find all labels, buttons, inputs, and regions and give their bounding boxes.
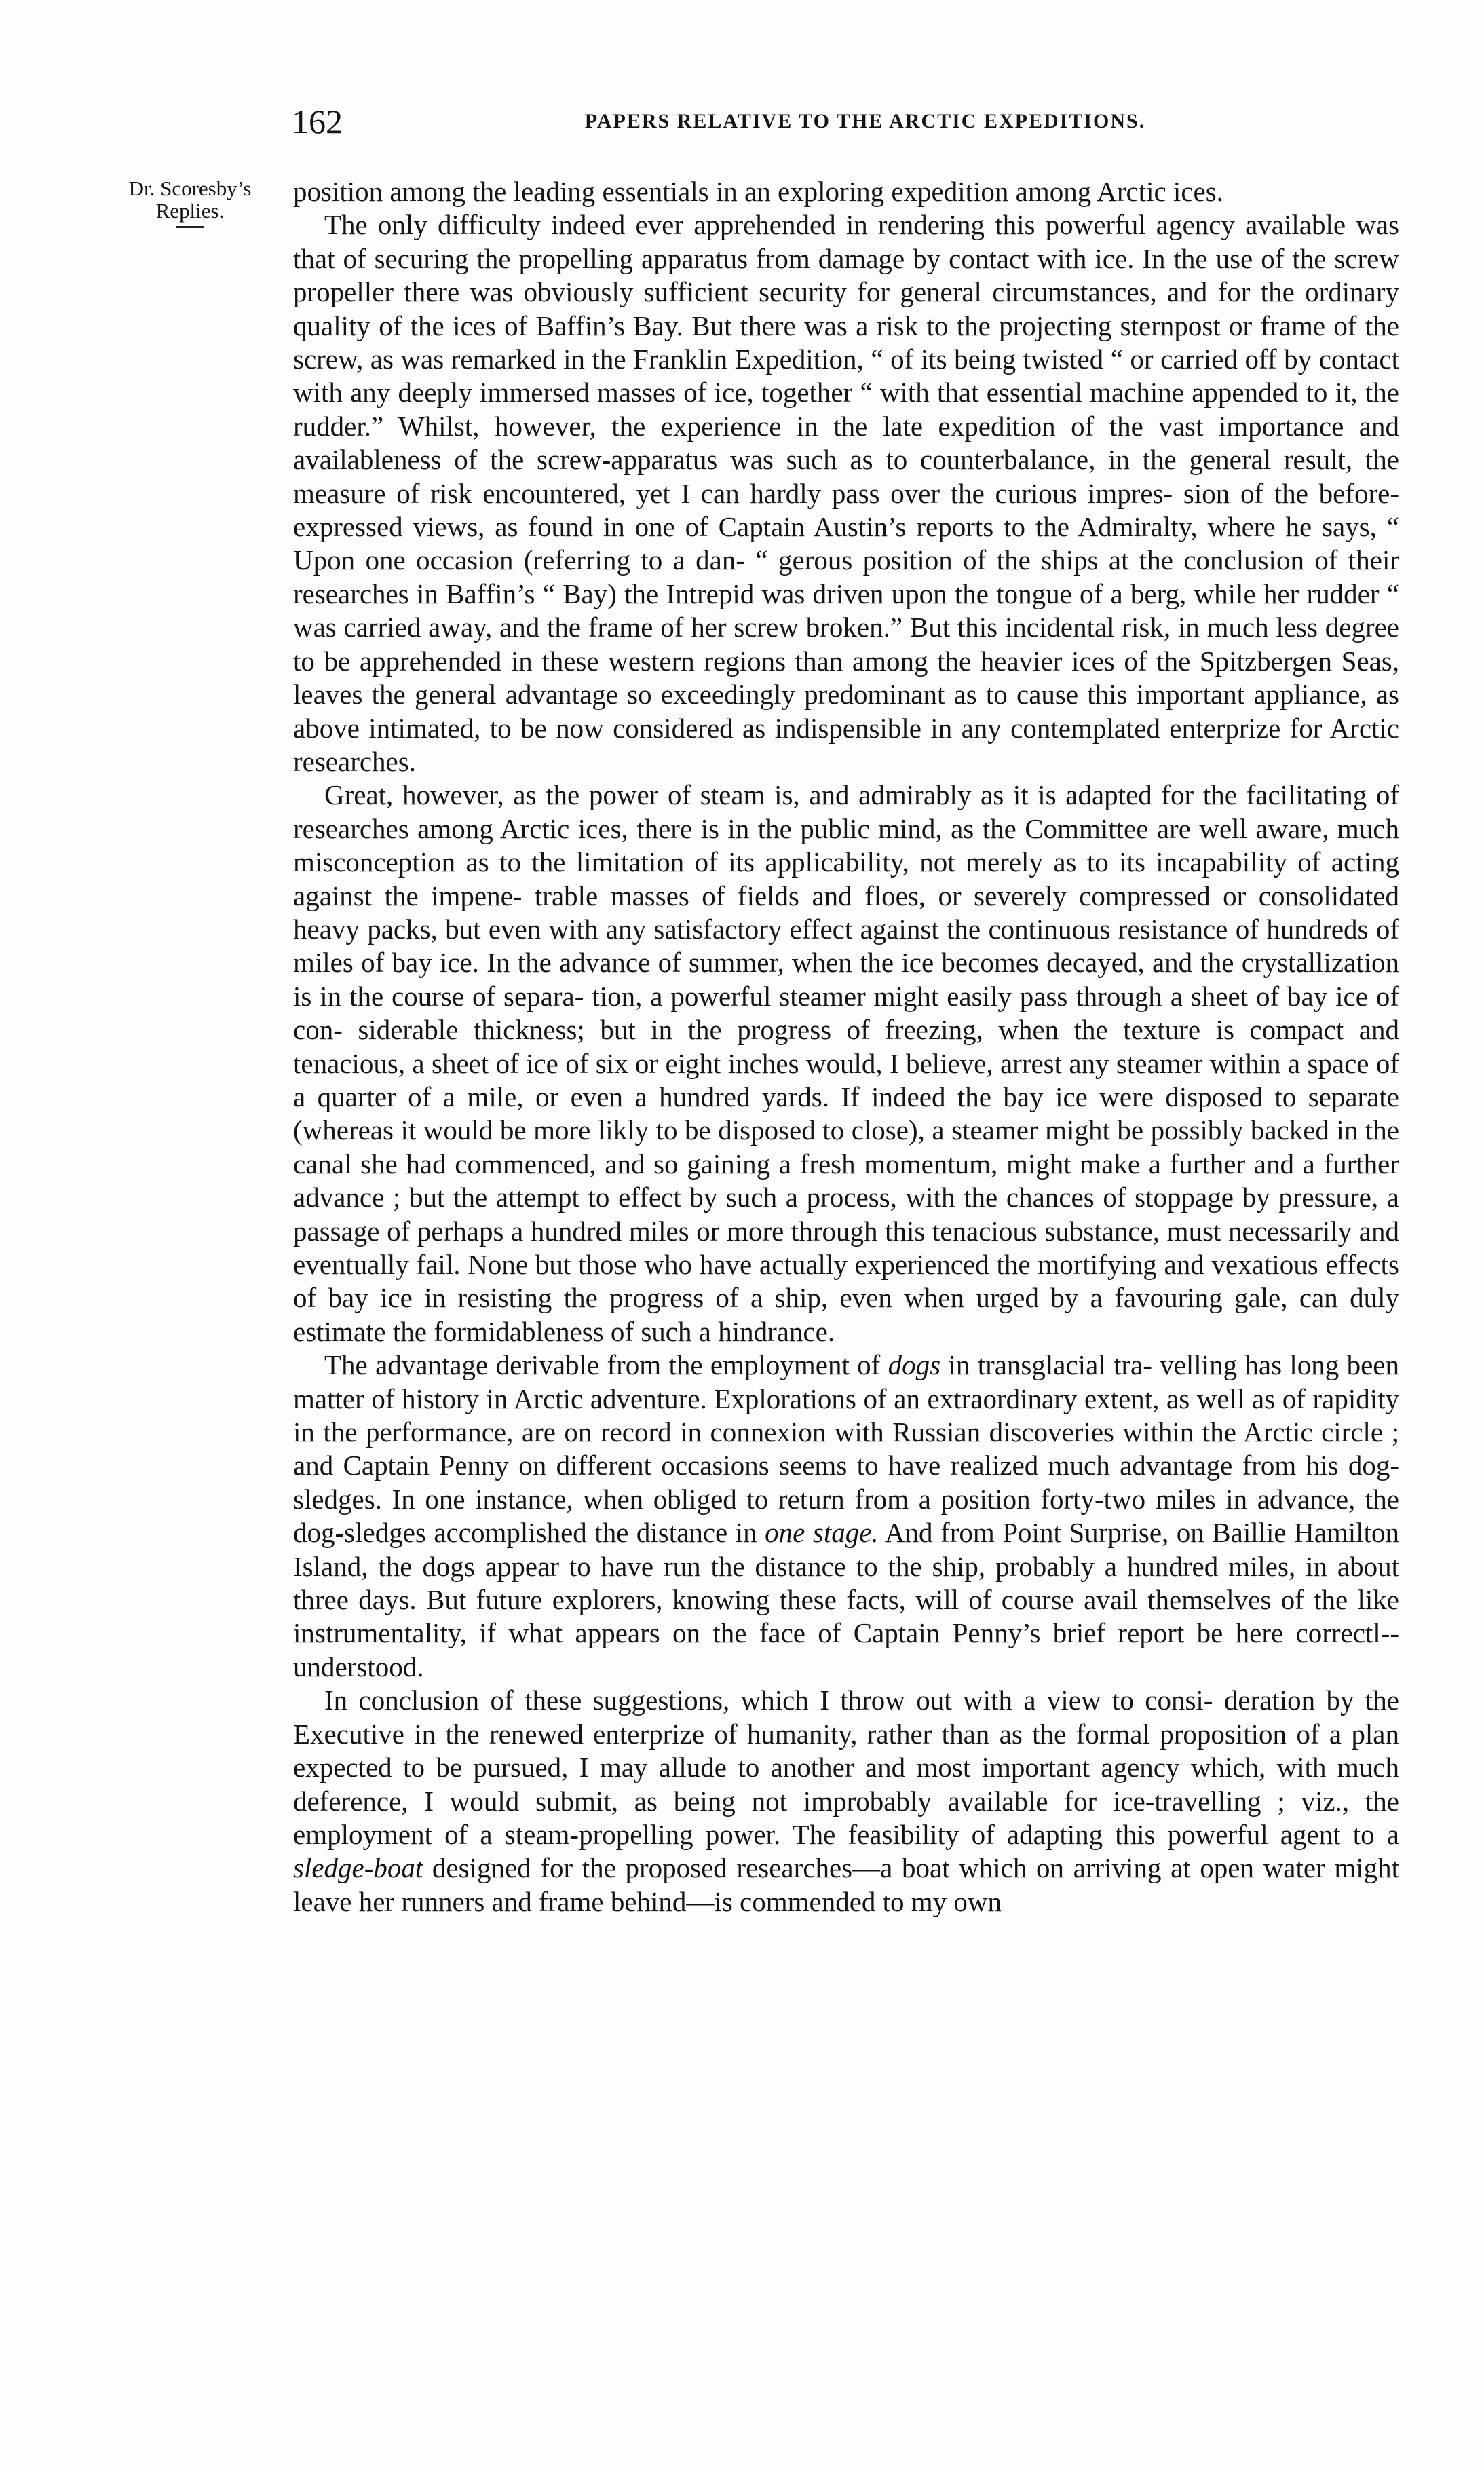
running-title: PAPERS RELATIVE TO THE ARCTIC EXPEDITIONS. xyxy=(584,110,1146,132)
marginal-note xyxy=(102,178,278,228)
paragraph-text: The advantage derivable from the employment of xyxy=(324,1349,888,1381)
page-number: 162 xyxy=(292,102,343,140)
marginal-note-dash xyxy=(176,226,204,228)
paragraph-text: designed for the proposed researches—a boat which on arriving at open water might leave her runners and frame behind—is commended to my own xyxy=(293,1852,1399,1917)
paragraph-text: position among the leading essentials in an exploring expedition among Arctic ices. xyxy=(293,176,1223,207)
marginal-note-line-2: Replies. xyxy=(155,198,225,223)
paragraph-text: The only difficulty indeed ever apprehended in rendering this powerful agency available was that of securing the propelling apparatus from damage by contact with ice. In the use of the screw propeller there was obviously sufficient security for general circumstances, and for the ordinary quality of the ices of Baffin’s Bay. But there was a risk to the projecting sternpost or frame of the screw, as was remarked in the Franklin Expedition, “ of its being twisted “ or carried off by contact with any deeply immersed masses of ice, together “ with that essential machine appended to it, the rudder.” Whilst, however, the experience in the late expedition of the vast importance and availableness of the screw-apparatus was such as to counterbalance, in the general result, the measure of risk encountered, yet I can hardly pass over the curious impres- sion of the before-expressed views, as found in one of Captain Austin’s reports to the Admiralty, where he says, “ Upon one occasion (referring to a dan- “ gerous position of the ships at the conclusion of their researches in Baffin’s “ Bay) the Intrepid was driven upon the tongue of a berg, while her rudder “ was carried away, and the frame of her screw broken.” But this incidental risk, in much less degree to be apprehended in these western regions than among the heavier ices of the Spitzbergen Seas, leaves the general advantage so exceedingly predominant as to cause this important appliance, as above intimated, to be now considered as indispensible in any contemplated enterprize for Arctic researches. xyxy=(293,209,1399,777)
paragraph-continued xyxy=(293,175,1399,208)
paragraph-dog-sledges xyxy=(293,1349,1399,1684)
marginal-note-line-1: Dr. Scoresby’s xyxy=(128,176,252,200)
running-head xyxy=(292,102,1398,143)
paragraph-screw-propeller xyxy=(293,208,1399,778)
italic-text: dogs xyxy=(888,1349,941,1381)
paragraph-conclusion xyxy=(293,1684,1399,1919)
paragraph-steam-limitations xyxy=(293,778,1399,1349)
italic-text: sledge-boat xyxy=(293,1852,423,1884)
body-text xyxy=(293,175,1399,1919)
paragraph-text: in transglacial tra- velling has long been matter of history in Arctic adventure. Explorations of an extraordinary extent, as well as of rapidity in the performance, are on record in connexion with Russian discoveries within the Arctic circle ; and Captain Penny on different occasions seems to have realized much advantage from his dog-sledges. In one instance, when obliged to return from a position forty-two miles in advance, the dog-sledges accomplished the distance in xyxy=(293,1349,1400,1549)
italic-text: one stage. xyxy=(765,1517,879,1549)
paragraph-text: Great, however, as the power of steam is, and admirably as it is adapted for the facilitating of researches among Arctic ices, there is in the public mind, as the Committee are well aware, much misconception as to the limitation of its applicability, not merely as to its incapability of acting against the impene- trable masses of fields and floes, or severely compressed or consolidated heavy packs, but even with any satisfactory effect against the continuous resistance of hundreds of miles of bay ice. In the advance of summer, when the ice becomes decayed, and the crystallization is in the course of separa- tion, a powerful steamer might easily pass through a sheet of bay ice of con- siderable thickness; but in the progress of freezing, when the texture is compact and tenacious, a sheet of ice of six or eight inches would, I believe, arrest any steamer within a space of a quarter of a mile, or even a hundred yards. If indeed the bay ice were disposed to separate (whereas it would be more likly to be disposed to close), a steamer might be possibly backed in the canal she had commenced, and so gaining a fresh momentum, might make a further and a further advance ; but the attempt to effect by such a process, with the chances of stoppage by pressure, a passage of perhaps a hundred miles or more through this tenacious substance, must necessarily and eventually fail. None but those who have actually experienced the mortifying and vexatious effects of bay ice in resisting the progress of a ship, even when urged by a favouring gale, can duly estimate the formidableness of such a hindrance. xyxy=(293,779,1399,1347)
paragraph-text: And from Point Surprise, on Baillie Hamilton Island, the dogs appear to have run the distance to the ship, probably a hundred miles, in about three days. But future explorers, knowing these facts, will of course avail themselves of the like instrumentality, if what appears on the face of Captain Penny’s brief report be here correctl-- understood. xyxy=(293,1517,1399,1682)
paragraph-text: In conclusion of these suggestions, which I throw out with a view to consi- deration by the Executive in the renewed enterprize of humanity, rather than as the formal proposition of a plan expected to be pursued, I may allude to another and most important agency which, with much deference, I would submit, as being not improbably available for ice-travelling ; viz., the employment of a steam-propelling power. The feasibility of adapting this powerful agent to a xyxy=(293,1684,1399,1850)
